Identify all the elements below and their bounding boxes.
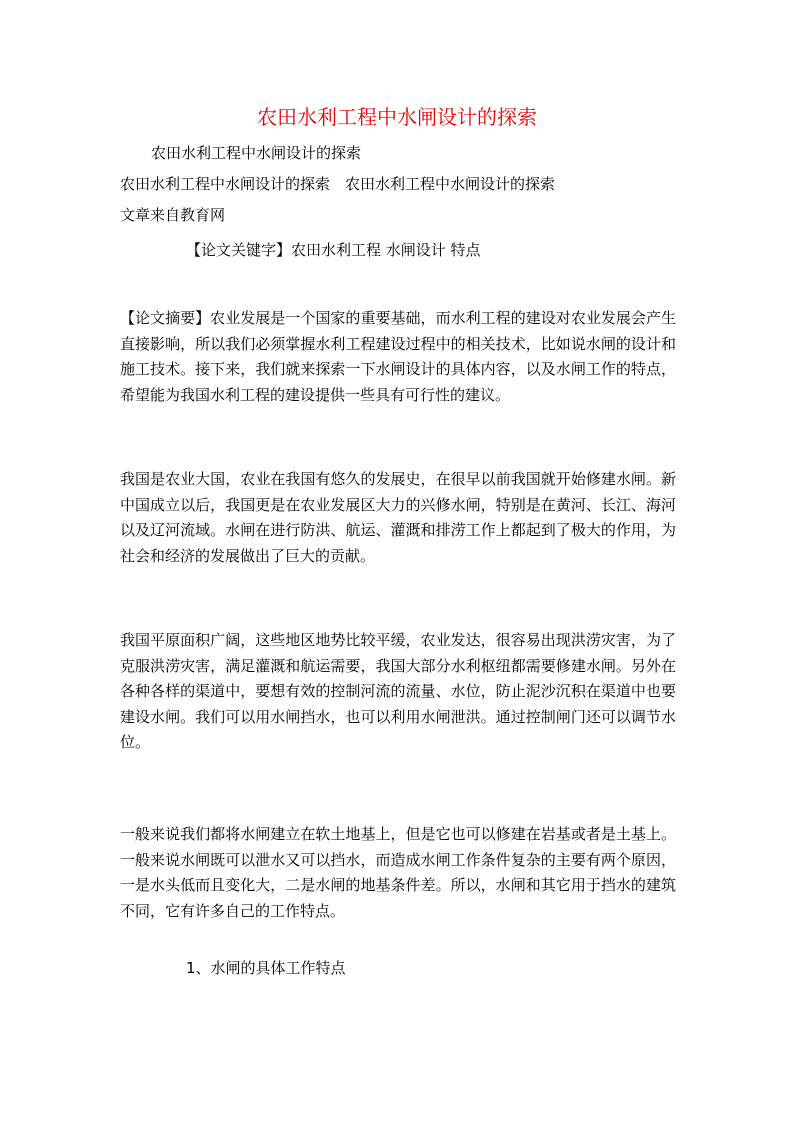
- body-paragraph: 我国平原面积广阔，这些地区地势比较平缓，农业发达，很容易出现洪涝灾害，为了克服洪涝灾害，满足灌溉和航运需要，我国大部分水利枢纽都需要修建水闸。另外在各种各样的渠道中，要想有效的控制河流的流量、水位，防止泥沙沉积在渠道中也要建设水闸。我们可以用水闸挡水，也可以利用水闸泄洪。通过控制闸门还可以调节水位。: [120, 631, 676, 752]
- keywords-line: 【论文关键字】农田水利工程 水闸设计 特点: [186, 241, 481, 259]
- section-heading: 1、水闸的具体工作特点: [186, 959, 346, 977]
- document-title: 农田水利工程中水闸设计的探索: [257, 105, 537, 129]
- source-line: 文章来自教育网: [120, 206, 226, 224]
- body-paragraph: 一般来说我们都将水闸建立在软土地基上，但是它也可以修建在岩基或者是土基上。一般来说水闸既可以泄水又可以挡水，而造成水闸工作条件复杂的主要有两个原因，一是水头低而且变化大，二是水闸的地基条件差。所以，水闸和其它用于挡水的建筑不同，它有许多自己的工作特点。: [120, 825, 676, 920]
- abstract-paragraph: 【论文摘要】农业发展是一个国家的重要基础，而水利工程的建设对农业发展会产生直接影响，所以我们必须掌握水利工程建设过程中的相关技术，比如说水闸的设计和施工技术。接下来，我们就来探索一下水闸设计的具体内容，以及水闸工作的特点，希望能为我国水利工程的建设提供一些具有可行性的建议。: [120, 309, 676, 404]
- body-paragraph: 我国是农业大国，农业在我国有悠久的发展史，在很早以前我国就开始修建水闸。新中国成立以后，我国更是在农业发展区大力的兴修水闸，特别是在黄河、长江、海河以及辽河流域。水闸在进行防洪、航运、灌溉和排涝工作上都起到了极大的作用，为社会和经济的发展做出了巨大的贡献。: [120, 470, 676, 565]
- subtitle-line: 农田水利工程中水闸设计的探索: [151, 144, 362, 162]
- subtitle-line-repeated: 农田水利工程中水闸设计的探索 农田水利工程中水闸设计的探索: [120, 175, 556, 193]
